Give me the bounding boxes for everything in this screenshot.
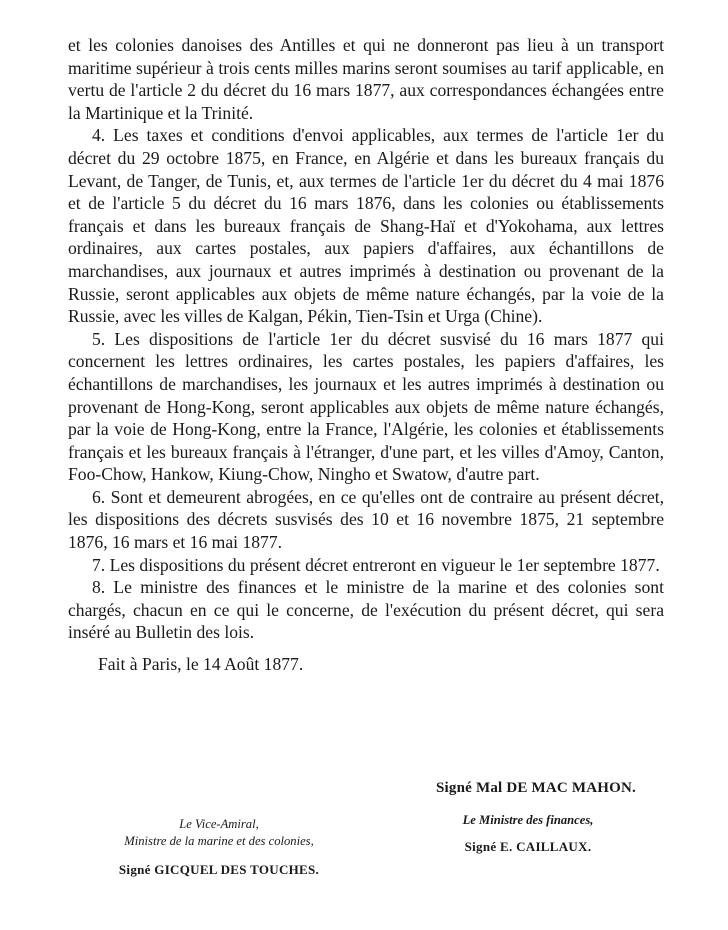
article-4: 4. Les taxes et conditions d'envoi applicables, aux termes de l'article 1er du décret du 29 octobre 1875, en France, en Algérie et dans les bureaux français du Levant, de Tanger, de Tunis, et, aux termes de l'article 1er du décret du 4 mai 1876 et de l'article 5 du décret du 16 mars 1876, dans les colonies ou établissements français et dans les bureaux français de Shang-Haï et d'Yokohama, aux lettres ordinaires, aux cartes postales, aux papiers d'affaires, aux échantillons de marchandises, aux journaux et autres imprimés à destination ou provenant de la Russie, seront applicables aux objets de même nature échangés, par la voie de la Russie, avec les villes de Kalgan, Pékin, Tien-Tsin et Urga (Chine). xyxy=(68,125,664,327)
article-5: 5. Les dispositions de l'article 1er du décret susvisé du 16 mars 1877 qui concernent les lettres ordinaires, les cartes postales, les papiers d'affaires, les échantillons de marchandises, les journaux et les autres imprimés à destination ou provenant de Hong-Kong, seront applicables aux objets de même nature échangés, par la voie de Hong-Kong, entre la France, l'Algérie, les colonies et établissements français et les bureaux français à l'étranger, d'une part, et les villes d'Amoy, Canton, Foo-Chow, Hankow, Kiung-Chow, Ningho et Swatow, d'autre part. xyxy=(68,328,664,485)
marine-minister-office: Ministre de la marine et des colonies, xyxy=(124,834,314,848)
finance-minister-signature xyxy=(428,812,628,855)
finance-minister-title: Le Ministre des finances, xyxy=(462,813,594,827)
marine-minister-name: Signé GICQUEL DES TOUCHES. xyxy=(118,862,320,877)
signature-area xyxy=(68,780,664,890)
article-6: 6. Sont et demeurent abrogées, en ce qu'elles ont de contraire au présent décret, les dispositions des décrets susvisés des 10 et 16 novembre 1875, 21 septembre 1876, 16 mars et 16 mai 1877. xyxy=(68,486,664,553)
president-signature: Signé Mal DE MAC MAHON. xyxy=(436,780,637,796)
article-7: 7. Les dispositions du présent décret entreront en vigueur le 1er septembre 1877. xyxy=(92,554,660,575)
closing-date-line: Fait à Paris, le 14 Août 1877. xyxy=(98,654,304,675)
article-8: 8. Le ministre des finances et le ministre de la marine et des colonies sont chargés, chacun en ce qui le concerne, de l'exécution du présent décret, qui sera inséré au Bulletin des lois. xyxy=(68,577,664,643)
marine-minister-signature xyxy=(104,816,334,878)
paragraph-continuation: et les colonies danoises des Antilles et qui ne donneront pas lieu à un transport maritime supérieur à trois cents milles marins seront soumises au tarif applicable, en vertu de l'article 2 du décret du 16 mars 1877, aux correspondances échangées entre la Martinique et la Trinité. xyxy=(68,35,664,123)
finance-minister-name: Signé E. CAILLAUX. xyxy=(464,839,592,854)
marine-minister-title: Le Vice-Amiral, xyxy=(179,817,259,831)
decree-text xyxy=(68,34,664,676)
